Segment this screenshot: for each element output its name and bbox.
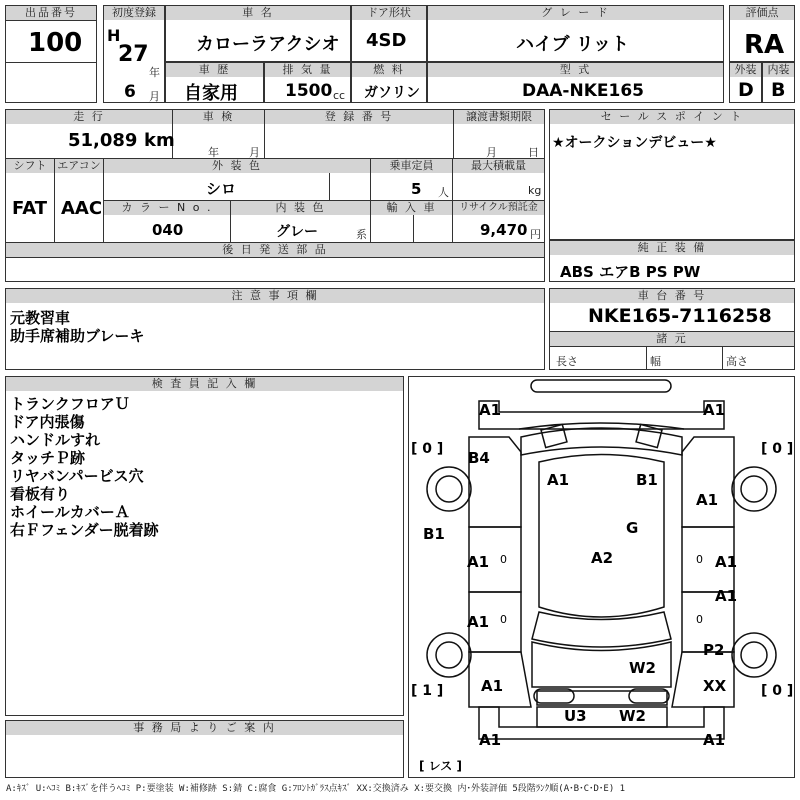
- caution-line: 助手席補助ブレーキ: [10, 327, 145, 345]
- history-label: 車 歴: [166, 63, 263, 77]
- later-parts-label: 後 日 発 送 部 品: [6, 243, 544, 257]
- shift-label: シフト: [6, 159, 54, 173]
- inspector-line: タッチＰ跡: [10, 449, 86, 467]
- damage-diagram: [408, 376, 795, 778]
- history-cell: [165, 62, 264, 103]
- damage-mark: W2: [629, 659, 656, 677]
- damage-mark: A1: [481, 677, 504, 695]
- equipment-cell: [549, 240, 795, 282]
- reg-no-label: 登 録 番 号: [265, 110, 453, 124]
- door-cell: [351, 5, 427, 62]
- first-reg-era: H: [107, 26, 121, 45]
- color-no-label: カ ラ ー N o .: [104, 201, 230, 215]
- inspection-label: 車 検: [173, 110, 264, 124]
- transfer-day-unit: 日: [528, 146, 539, 159]
- cautions-cell: [5, 288, 545, 370]
- office-label: 事 務 局 よ り ご 案 内: [6, 721, 403, 735]
- interior-cell: [762, 62, 795, 103]
- damage-mark: A2: [591, 549, 614, 567]
- inspector-line: ホイールカバーＡ: [10, 503, 130, 521]
- car-name-cell: [165, 5, 351, 62]
- grade: ハイブ リット: [516, 34, 630, 55]
- recycle-unit: 円: [530, 228, 541, 241]
- inspector-line: トランクフロアＵ: [10, 395, 130, 413]
- damage-mark: A1: [547, 471, 570, 489]
- capacity-unit: 人: [438, 186, 449, 199]
- sales-point-cell: [549, 109, 795, 240]
- grade-label: グ レ ー ド: [428, 6, 723, 20]
- import-label: 輸 入 車: [371, 201, 452, 215]
- inspector-line: ドア内張傷: [10, 413, 85, 431]
- damage-mark: B4: [468, 449, 490, 467]
- insp-year-unit: 年: [208, 146, 219, 159]
- chassis-label: 車 台 番 号: [550, 289, 794, 303]
- first-reg-month: 6: [124, 82, 136, 102]
- seat-mark: 0: [500, 613, 507, 626]
- load-label: 最大積載量: [453, 159, 544, 173]
- sales-point-text: ★オークションデビュー★: [552, 135, 717, 151]
- car-outline: [409, 377, 794, 777]
- ext-color: シロ: [206, 180, 237, 198]
- seat-mark: 0: [500, 553, 507, 566]
- lot-label: 出品番号: [6, 6, 96, 20]
- capacity-label: 乗車定員: [371, 159, 452, 173]
- damage-mark: A1: [479, 731, 502, 749]
- fuel-cell: [351, 62, 427, 103]
- insp-month-unit: 月: [249, 146, 260, 159]
- damage-mark: W2: [619, 707, 646, 725]
- height-label: 高さ: [726, 355, 748, 368]
- inspector-label: 検 査 員 記 入 欄: [6, 377, 403, 391]
- ac-label: エアコン: [55, 159, 103, 173]
- inspector-line: ハンドルすれ: [10, 431, 101, 449]
- tire-rear-right: [ 0 ]: [761, 683, 794, 699]
- lot-number: 100: [28, 28, 83, 58]
- chassis-number: NKE165-7116258: [588, 305, 772, 327]
- cautions-label: 注 意 事 項 欄: [6, 289, 544, 303]
- damage-mark: XX: [703, 677, 727, 695]
- damage-mark: B1: [636, 471, 658, 489]
- fuel: ガソリン: [364, 85, 420, 101]
- equipment-label: 純 正 装 備: [550, 241, 794, 255]
- displacement: 1500: [285, 81, 333, 101]
- interior-score: B: [771, 79, 786, 101]
- caution-line: 元教習車: [10, 309, 71, 327]
- door-type: 4SD: [366, 30, 407, 51]
- tire-rear-left: [ 1 ]: [411, 683, 444, 699]
- equipment-text: ABS エアB PS PW: [560, 263, 701, 281]
- damage-mark: A1: [703, 731, 726, 749]
- displacement-cell: [264, 62, 351, 103]
- seat-mark: 0: [696, 613, 703, 626]
- model-cell: [427, 62, 724, 103]
- score: RA: [744, 30, 785, 60]
- history: 自家用: [184, 83, 238, 104]
- mileage: 51,089: [68, 130, 138, 151]
- damage-mark: A1: [467, 613, 490, 631]
- damage-mark: B1: [423, 525, 445, 543]
- damage-mark: A1: [715, 553, 738, 571]
- displacement-label: 排 気 量: [265, 63, 350, 77]
- inspector-cell: [5, 376, 404, 716]
- details-block: [5, 109, 545, 282]
- car-name-label: 車 名: [166, 6, 350, 20]
- interior-label: 内装: [763, 63, 794, 77]
- damage-mark: U3: [564, 707, 587, 725]
- model: DAA-NKE165: [522, 81, 644, 101]
- score-cell: [729, 5, 795, 62]
- displacement-unit: cc: [333, 89, 346, 102]
- damage-mark: A1: [703, 401, 726, 419]
- ac: AAC: [61, 198, 103, 219]
- sales-point-label: セ ー ル ス ポ イ ン ト: [550, 110, 794, 124]
- fuel-label: 燃 料: [352, 63, 426, 77]
- width-label: 幅: [650, 355, 661, 368]
- recycle-label: リサイクル預託金: [453, 201, 544, 215]
- spare-tire: [ レス ]: [419, 759, 462, 773]
- exterior-label: 外装: [730, 63, 761, 77]
- capacity: 5: [411, 180, 422, 198]
- first-reg-label: 初度登録: [104, 6, 164, 20]
- damage-mark: A1: [479, 401, 502, 419]
- damage-mark: A1: [467, 553, 490, 571]
- score-label: 評価点: [730, 6, 794, 20]
- transfer-month-unit: 月: [486, 146, 497, 159]
- shift: FAT: [12, 198, 48, 219]
- tire-front-left: [ 0 ]: [411, 441, 444, 457]
- color-no: 040: [152, 221, 184, 239]
- damage-mark: G: [626, 519, 639, 537]
- exterior-cell: [729, 62, 762, 103]
- lot-cell: [5, 5, 97, 103]
- seat-mark: 0: [696, 553, 703, 566]
- tire-front-right: [ 0 ]: [761, 441, 794, 457]
- grade-cell: [427, 5, 724, 62]
- inspector-line: 看板有り: [10, 485, 71, 503]
- office-cell: [5, 720, 404, 778]
- load-unit: kg: [528, 184, 542, 197]
- inspector-line: リヤバンパービス穴: [10, 467, 144, 485]
- car-name: カローラアクシオ: [196, 34, 340, 55]
- door-label: ドア形状: [352, 6, 426, 20]
- int-color-label: 内 装 色: [231, 201, 370, 215]
- month-unit: 月: [149, 90, 160, 103]
- chassis-cell: [549, 288, 795, 370]
- exterior-score: D: [738, 79, 754, 101]
- first-reg-year: 27: [118, 42, 149, 67]
- recycle: 9,470: [480, 221, 528, 239]
- inspector-line: 右Ｆフェンダー脱着跡: [10, 521, 159, 539]
- spec-label: 諸 元: [550, 332, 794, 346]
- legend: A:ｷｽﾞ U:ﾍｺﾐ B:ｷｽﾞを伴うﾍｺﾐ P:要塗装 W:補修跡 S:錆 C:腐食 G:ﾌﾛﾝﾄｶﾞﾗｽ点ｷｽﾞ XX:交換済み X:要交換 内･外装評価 5段階ﾗﾝｸ順(A･B･C･D･E) 1: [6, 784, 626, 794]
- damage-mark: A1: [696, 491, 719, 509]
- transfer-label: 譲渡書類期限: [454, 110, 544, 124]
- int-color: グレー: [276, 224, 318, 240]
- mileage-label: 走 行: [6, 110, 172, 124]
- damage-mark: P2: [703, 641, 725, 659]
- int-color-suffix: 系: [356, 228, 367, 241]
- length-label: 長さ: [556, 355, 578, 368]
- year-unit: 年: [149, 66, 160, 79]
- damage-mark: A1: [715, 587, 738, 605]
- model-label: 型 式: [428, 63, 723, 77]
- first-reg-cell: [103, 5, 165, 103]
- mileage-unit: km: [144, 130, 175, 151]
- ext-color-label: 外 装 色: [104, 159, 370, 173]
